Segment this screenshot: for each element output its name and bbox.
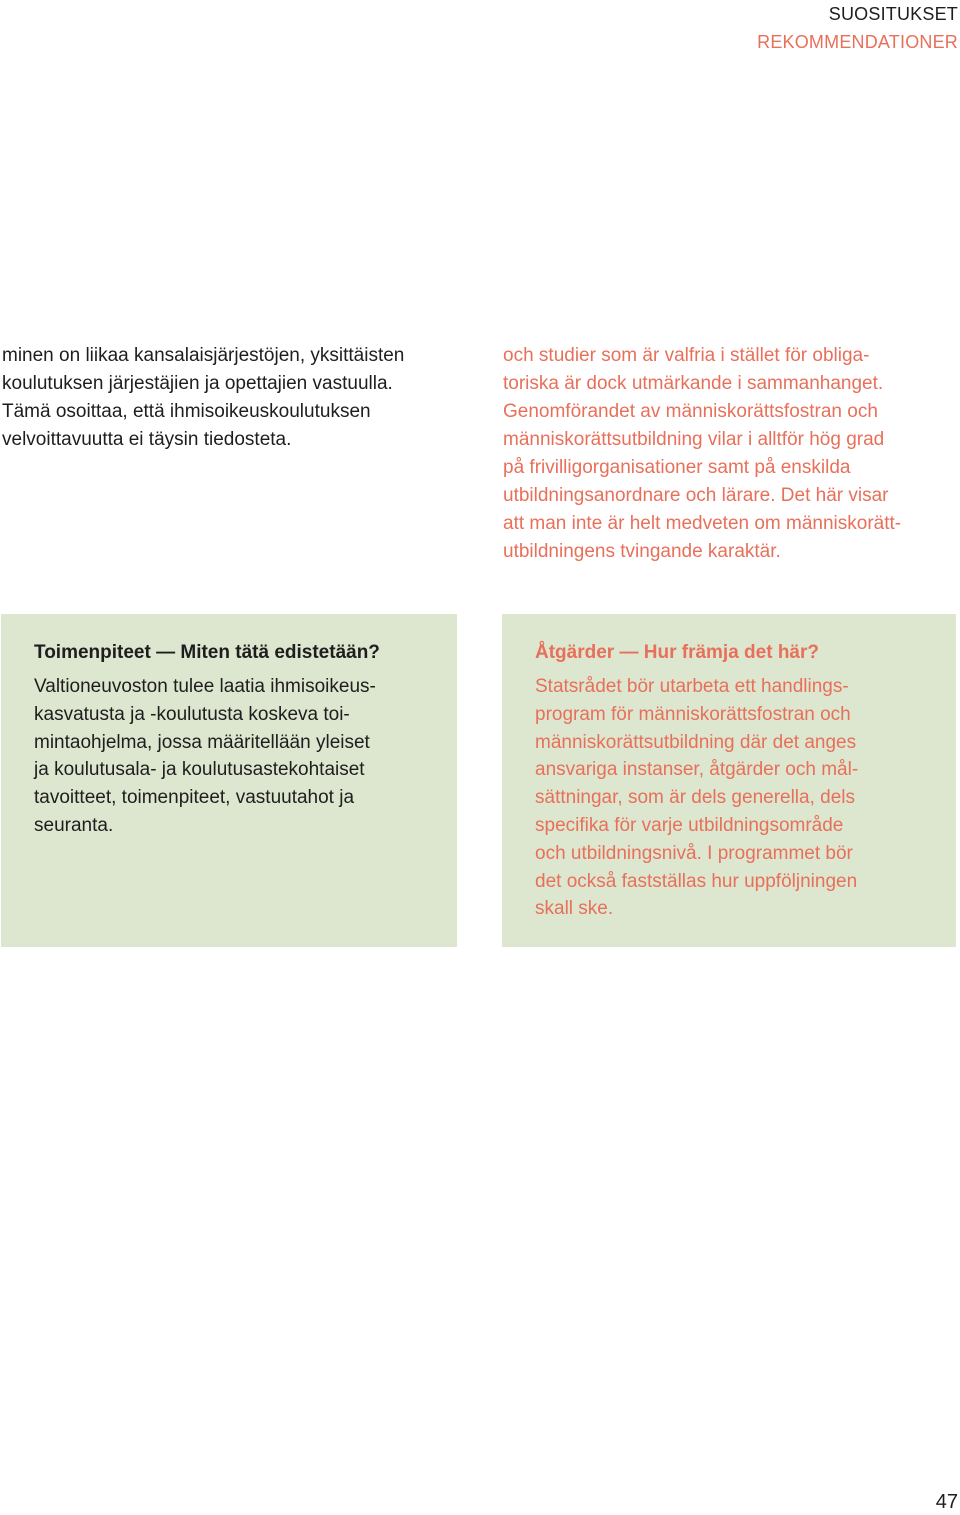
finnish-box-text: Valtioneuvoston tulee laatia ihmisoikeus- kasvatusta ja -koulutusta koskeva toi- mintaohjelma, jossa määritellään yleiset ja koulutusala- ja koulutusastekohtaiset tavoitteet, toimenpiteet, vastuutahot ja seuranta. (34, 676, 376, 836)
swedish-recommendation-box (502, 614, 956, 947)
finnish-box-heading: Toimenpiteet — Miten tätä edistetään? (34, 642, 380, 663)
section-title-finnish: SUOSITUKSET (828, 4, 958, 24)
finnish-recommendation-box (1, 614, 457, 947)
running-header (757, 0, 958, 56)
swedish-body-text: och studier som är valfria i stället för obliga- toriska är dock utmärkande i sammanhanget. Genomförandet av människorättsfostran och människorättsutbildning vilar i alltför hög grad på frivilligorganisationer samt på enskilda utbildningsanordnare och lärare. Det här visar att man inte är helt medveten om människorätt- utbildningens tvingande karaktär. (503, 345, 902, 562)
swedish-box-text: Statsrådet bör utarbeta ett handlings- program för människorättsfostran och människorättsutbildning där det anges ansvariga instanser, åtgärder och mål- sättningar, som är dels generella, dels specifika för varje utbildningsområde och utbildningsnivå. I programmet bör det också fastställas hur uppföljningen skall ske. (535, 676, 859, 920)
swedish-box-heading: Åtgärder — Hur främja det här? (535, 642, 819, 663)
page-number: 47 (935, 1491, 958, 1513)
finnish-body-text: minen on liikaa kansalaisjärjestöjen, yksittäisten koulutuksen järjestäjien ja opettajien vastuulla. Tämä osoittaa, että ihmisoikeuskoulutuksen velvoittavuutta ei täysin tiedosteta. (2, 345, 405, 450)
section-title-swedish: REKOMMENDATIONER (757, 32, 958, 52)
